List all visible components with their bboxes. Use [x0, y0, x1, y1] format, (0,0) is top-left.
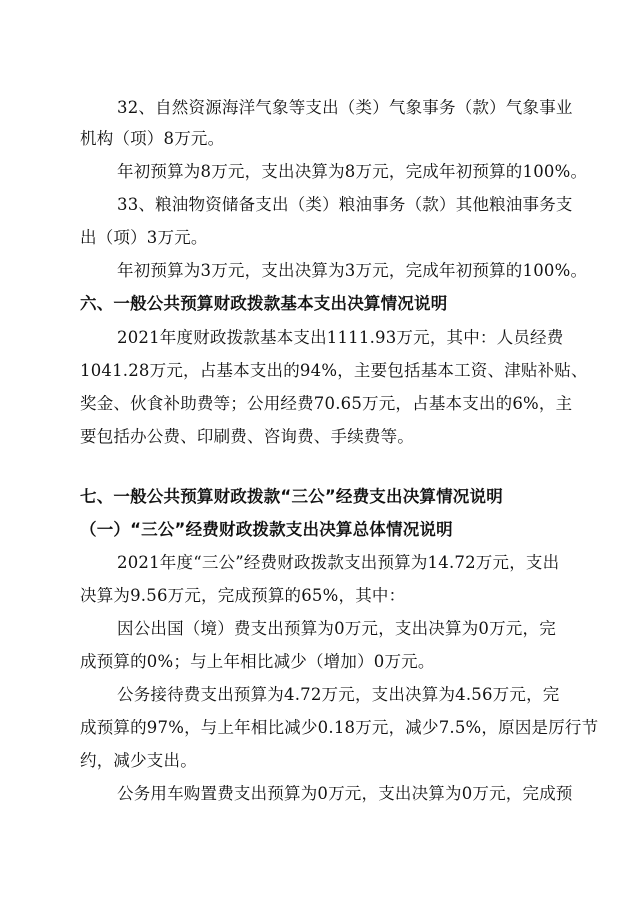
overseas-para-line-2: 成预算的0%；与上年相比减少（增加）0万元。 — [80, 652, 435, 671]
reception-para-line-3: 约，减少支出。 — [80, 751, 197, 770]
item-32-line-1: 32、自然资源海洋气象等支出（类）气象事务（款）气象事业 — [117, 98, 573, 117]
overseas-para-line-1: 因公出国（境）费支出预算为0万元，支出决算为0万元，完 — [117, 619, 556, 638]
section-6-para-line-3: 奖金、伙食补助费等；公用经费70.65万元，占基本支出的6%，主 — [80, 394, 573, 413]
subsection-1-heading: （一）“三公”经费财政拨款支出决算总体情况说明 — [80, 520, 453, 539]
section-7-heading: 七、一般公共预算财政拨款“三公”经费支出决算情况说明 — [80, 487, 503, 506]
reception-para-line-2: 成预算的97%，与上年相比减少0.18万元，减少7.5%，原因是厉行节 — [80, 718, 599, 737]
reception-para-line-1: 公务接待费支出预算为4.72万元，支出决算为4.56万元，完 — [117, 685, 560, 704]
vehicle-para-line-1: 公务用车购置费支出预算为0万元，支出决算为0万元，完成预 — [117, 784, 573, 803]
item-33-budget-text: 年初预算为3万元，支出决算为3万元，完成年初预算的100%。 — [117, 261, 588, 280]
section-6-para-line-2: 1041.28万元，占基本支出的94%，主要包括基本工资、津贴补贴、 — [80, 361, 588, 380]
item-33-line-2: 出（项）3万元。 — [80, 228, 208, 247]
section-6-heading: 六、一般公共预算财政拨款基本支出决算情况说明 — [80, 294, 448, 313]
subsection-1-para-line-1: 2021年度“三公”经费财政拨款支出预算为14.72万元，支出 — [117, 553, 560, 572]
item-32-line-2: 机构（项）8万元。 — [80, 129, 225, 148]
item-32-budget-text: 年初预算为8万元，支出决算为8万元，完成年初预算的100%。 — [117, 162, 588, 181]
section-6-para-line-4: 要包括办公费、印刷费、咨询费、手续费等。 — [80, 427, 414, 446]
item-33-line-1: 33、粮油物资储备支出（类）粮油事务（款）其他粮油事务支 — [117, 195, 573, 214]
section-6-para-line-1: 2021年度财政拨款基本支出1111.93万元，其中：人员经费 — [117, 328, 564, 347]
subsection-1-para-line-2: 决算为9.56万元，完成预算的65%，其中： — [80, 586, 406, 605]
